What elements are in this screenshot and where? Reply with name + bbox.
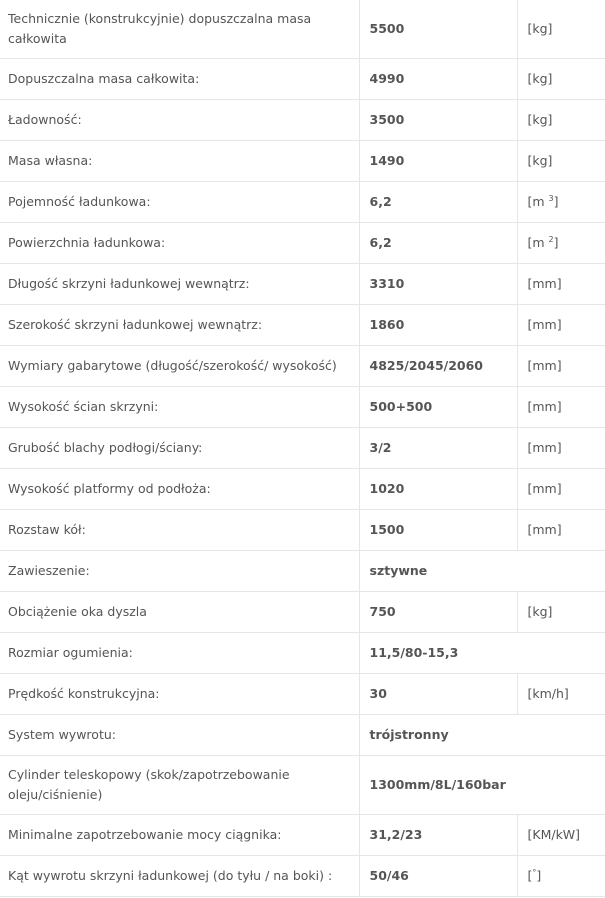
table-row [0, 551, 605, 592]
spec-value: 3310 [359, 264, 517, 305]
spec-label: System wywrotu: [0, 715, 359, 756]
spec-label: Rozmiar ogumienia: [0, 633, 359, 674]
table-row [0, 815, 605, 856]
table-row [0, 264, 605, 305]
spec-unit: [kg] [517, 100, 605, 141]
table-row [0, 141, 605, 182]
spec-value: 6,2 [359, 182, 517, 223]
spec-value: 30 [359, 674, 517, 715]
spec-label: Ładowność: [0, 100, 359, 141]
table-row [0, 756, 605, 815]
spec-label: Prędkość konstrukcyjna: [0, 674, 359, 715]
spec-label: Powierzchnia ładunkowa: [0, 223, 359, 264]
spec-value: 1500 [359, 510, 517, 551]
spec-label: Obciążenie oka dyszla [0, 592, 359, 633]
spec-label: Szerokość skrzyni ładunkowej wewnątrz: [0, 305, 359, 346]
spec-value: 31,2/23 [359, 815, 517, 856]
spec-label: Pojemność ładunkowa: [0, 182, 359, 223]
unit-prefix: [m [527, 235, 549, 250]
spec-value: 500+500 [359, 387, 517, 428]
table-row [0, 715, 605, 756]
spec-label: Wysokość ścian skrzyni: [0, 387, 359, 428]
spec-unit: [mm] [517, 387, 605, 428]
table-row [0, 633, 605, 674]
spec-label: Wysokość platformy od podłoża: [0, 469, 359, 510]
spec-label: Wymiary gabarytowe (długość/szerokość/ wysokość) [0, 346, 359, 387]
unit-exponent: 2 [548, 234, 554, 244]
spec-value: 4990 [359, 59, 517, 100]
spec-unit: [kg] [517, 592, 605, 633]
spec-label: Dopuszczalna masa całkowita: [0, 59, 359, 100]
table-row [0, 469, 605, 510]
spec-value: 11,5/80-15,3 [359, 633, 605, 674]
spec-unit: [kg] [517, 59, 605, 100]
spec-unit: [mm] [517, 305, 605, 346]
unit-prefix: [m [527, 194, 549, 209]
spec-unit [517, 223, 605, 264]
table-row [0, 305, 605, 346]
table-row [0, 0, 605, 59]
table-row [0, 100, 605, 141]
spec-label: Minimalne zapotrzebowanie mocy ciągnika: [0, 815, 359, 856]
spec-unit: [mm] [517, 346, 605, 387]
spec-label: Kąt wywrotu skrzyni ładunkowej (do tyłu / na boki) : [0, 856, 359, 897]
spec-label: Grubość blachy podłogi/ściany: [0, 428, 359, 469]
spec-label: Rozstaw kół: [0, 510, 359, 551]
spec-value: sztywne [359, 551, 605, 592]
table-row [0, 223, 605, 264]
spec-unit [517, 182, 605, 223]
table-row [0, 674, 605, 715]
spec-label: Cylinder teleskopowy (skok/zapotrzebowanie oleju/ciśnienie) [0, 756, 359, 815]
unit-suffix: ] [553, 235, 559, 250]
spec-value: 1300mm/8L/160bar [359, 756, 605, 815]
spec-value: 1020 [359, 469, 517, 510]
unit-degree-symbol: ° [532, 867, 537, 877]
spec-unit: [mm] [517, 264, 605, 305]
spec-unit: [mm] [517, 428, 605, 469]
table-row [0, 856, 605, 897]
spec-value: 750 [359, 592, 517, 633]
spec-value: 3/2 [359, 428, 517, 469]
spec-unit: [kg] [517, 0, 605, 59]
table-row [0, 59, 605, 100]
spec-value: 6,2 [359, 223, 517, 264]
table-row [0, 346, 605, 387]
spec-value: 5500 [359, 0, 517, 59]
unit-suffix: ] [536, 868, 542, 883]
unit-suffix: ] [553, 194, 559, 209]
spec-unit [517, 856, 605, 897]
spec-value: 50/46 [359, 856, 517, 897]
spec-label: Technicznie (konstrukcyjnie) dopuszczalna masa całkowita [0, 0, 359, 59]
table-row [0, 510, 605, 551]
spec-value: 1860 [359, 305, 517, 346]
spec-label: Masa własna: [0, 141, 359, 182]
table-row [0, 387, 605, 428]
table-row [0, 428, 605, 469]
table-row [0, 182, 605, 223]
unit-exponent: 3 [548, 193, 554, 203]
spec-unit: [mm] [517, 510, 605, 551]
spec-value: trójstronny [359, 715, 605, 756]
spec-unit: [mm] [517, 469, 605, 510]
spec-value: 3500 [359, 100, 517, 141]
spec-value: 1490 [359, 141, 517, 182]
unit-prefix: [ [527, 868, 533, 883]
spec-unit: [kg] [517, 141, 605, 182]
spec-unit: [km/h] [517, 674, 605, 715]
table-row [0, 592, 605, 633]
spec-label: Długość skrzyni ładunkowej wewnątrz: [0, 264, 359, 305]
spec-value: 4825/2045/2060 [359, 346, 517, 387]
spec-label: Zawieszenie: [0, 551, 359, 592]
spec-unit: [KM/kW] [517, 815, 605, 856]
